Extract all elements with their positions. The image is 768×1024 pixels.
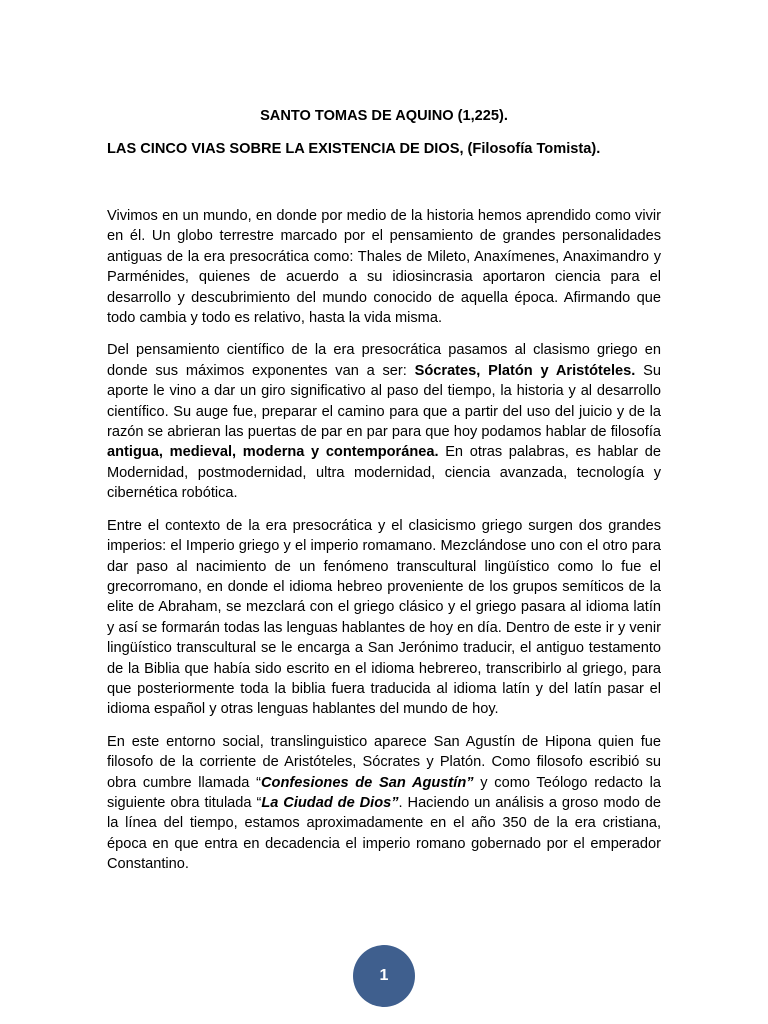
page-number: 1 bbox=[379, 967, 389, 984]
paragraph-2-text-a: Del pensamiento científico de la era presocrática pasamos al clasismo griego en donde sus máximos exponentes van a ser: bbox=[107, 342, 661, 379]
paragraph-4-text-c: . Haciendo un análisis a groso modo de la línea del tiempo, estamos aproximadamente en el año 350 de la era cristiana, época en que entra en decadencia el imperio romano gobernado por el emperador Constantino. bbox=[107, 794, 661, 873]
paragraph-2-text-c: En otras palabras, es hablar de Modernidad, postmodernidad, ultra modernidad, ciencia avanzada, tecnología y cibernética robótica. bbox=[107, 444, 661, 502]
paragraph-2-text-b: Su aporte le vino a dar un giro significativo al paso del tiempo, la historia y al desarrollo científico. Su auge fue, preparar el camino para que a partir del uso del juicio y de la razón se abrieran las puertas de par en par para que hoy podamos hablar de filosofía bbox=[107, 362, 661, 441]
paragraph-3: Entre el contexto de la era presocrática y el clasicismo griego surgen dos grandes imperios: el Imperio griego y el imperio romamano. Mezclándose uno con el otro para dar paso al nacimiento de un fenómeno transcultural lingüístico como lo fue el grecorromano, en donde el idioma hebreo proveniente de los grupos semíticos de la elite de Abraham, se mezclará con el griego clásico y el griego pasara al idioma latín y así se formarán todas las lenguas hablantes de hoy en día. Dentro de este ir y venir lingüístico transcultural se le encarga a San Jerónimo traducir, el antiguo testamento de la Biblia que había sido escrito en el idioma hebrereo, transcribirlo al griego, para que posteriormente toda la biblia fuera traducida al idioma latín y del latín pasar el idioma español y otras lenguas hablantes del mundo de hoy. bbox=[107, 517, 661, 718]
paragraph-2-bold-philosophers: Sócrates, Platón y Aristóteles. bbox=[414, 362, 636, 379]
page-number-badge bbox=[353, 945, 415, 1007]
paragraph-4-text-b: y como Teólogo redacto la siguiente obra titulada “ bbox=[107, 774, 661, 811]
paragraph-4-text-a: En este entorno social, translinguistico aparece San Agustín de Hipona quien fue filosofo de la corriente de Aristóteles, Sócrates y Platón. Como filosofo escribió su obra cumbre llamada “ bbox=[107, 733, 661, 791]
paragraph-4-work-confesiones: Confesiones de San Agustín” bbox=[260, 774, 474, 791]
document-body bbox=[107, 206, 661, 887]
document-title: SANTO TOMAS DE AQUINO (1,225). bbox=[260, 108, 508, 124]
paragraph-2 bbox=[107, 340, 661, 503]
paragraph-2-bold-eras: antigua, medieval, moderna y contemporánea. bbox=[107, 444, 439, 461]
paragraph-1: Vivimos en un mundo, en donde por medio de la historia hemos aprendido como vivir en él. Un globo terrestre marcado por el pensamiento de grandes personalidades antiguas de la era presocrática como: Thales de Mileto, Anaxímenes, Anaximandro y Parménides, quienes de acuerdo a su idiosincrasia aportaron ciencia para el desarrollo y descubrimiento del mundo conocido de aquella época. Afirmando que todo cambia y todo es relativo, hasta la vida misma. bbox=[107, 208, 661, 327]
paragraph-4 bbox=[107, 732, 661, 875]
paragraph-4-work-ciudad-de-dios: La Ciudad de Dios” bbox=[261, 794, 399, 811]
document-subtitle: LAS CINCO VIAS SOBRE LA EXISTENCIA DE DIOS, (Filosofía Tomista). bbox=[107, 141, 601, 157]
